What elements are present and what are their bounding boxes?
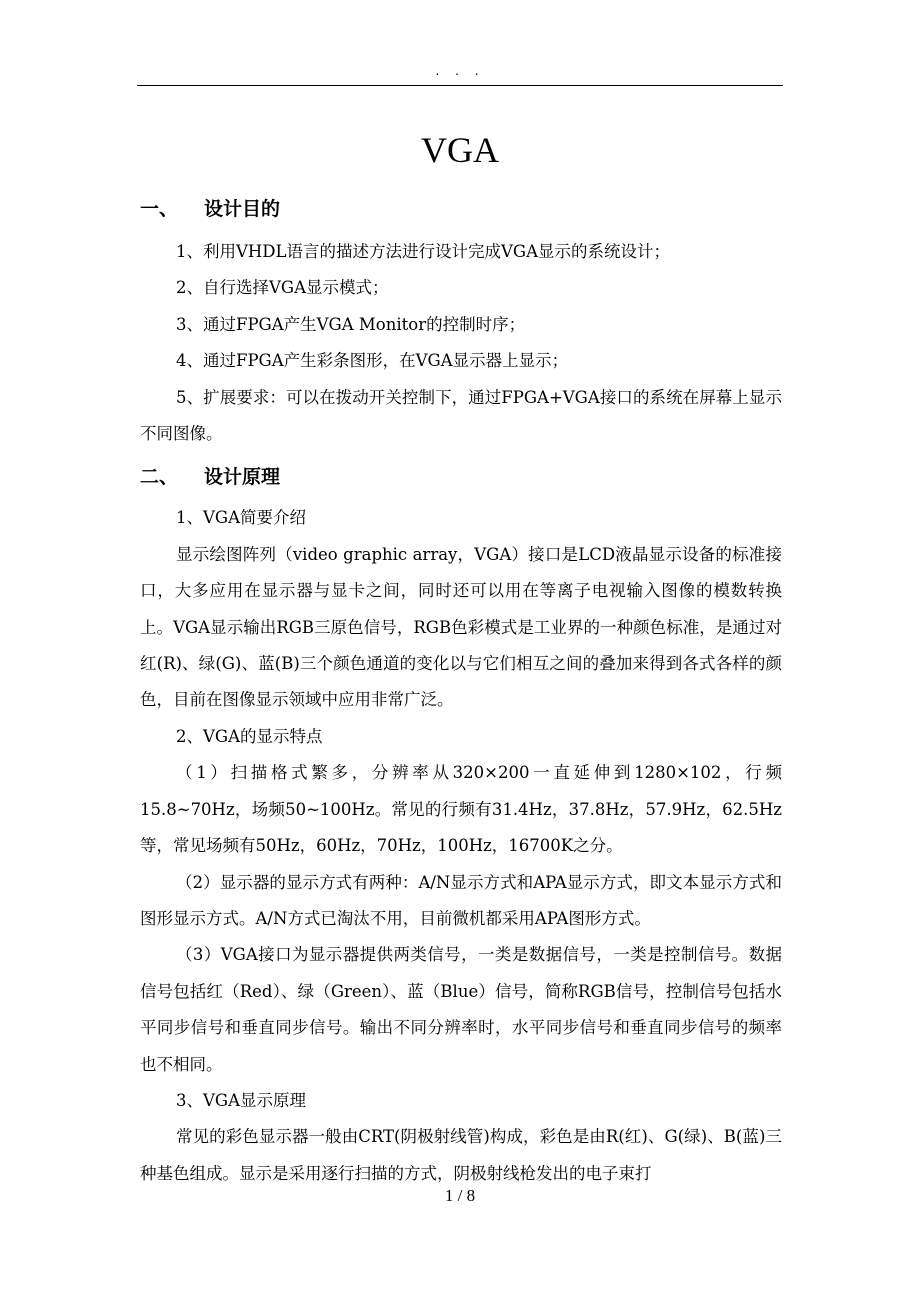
paragraph: 1、VGA简要介绍	[176, 508, 307, 528]
paragraph: 1、利用VHDL语言的描述方法进行设计完成VGA显示的系统设计；	[176, 242, 671, 261]
paragraph: 5、扩展要求：可以在拨动开关控制下，通过FPGA+VGA接口的系统在屏幕上显示不同图像。	[140, 387, 782, 444]
header-dots: . . .	[435, 64, 485, 78]
paragraph: 3、通过FPGA产生VGA Monitor的控制时序；	[176, 314, 526, 334]
page-number: 1 / 8	[444, 1186, 476, 1205]
section-number-2: 二、	[140, 466, 179, 489]
paragraph: （2）显示器的显示方式有两种：A/N显示方式和APA显示方式，即文本显示方式和图形显示方式。A/N方式已淘汰不用，目前微机都采用APA图形方式。	[140, 872, 782, 928]
paragraph: 3、VGA显示原理	[176, 1090, 307, 1110]
section-title-1: 设计目的	[204, 198, 281, 220]
header-rule	[137, 85, 783, 86]
section-heading-1	[140, 190, 782, 228]
paragraph: 显示绘图阵列（video graphic array，VGA）接口是LCD液晶显示设备的标准接口，大多应用在显示器与显卡之间，同时还可以用在等离子电视输入图像的模数转换上。VGA显示输出RGB三原色信号，RGB色彩模式是工业界的一种颜色标准，是通过对红(R)、绿(G)、蓝(B)三个颜色通道的变化以与它们相互之间的叠加来得到各式各样的颜色，目前在图像显示领域中应用非常广泛。	[140, 544, 782, 710]
paragraph: 4、通过FPGA产生彩条图形，在VGA显示器上显示；	[176, 351, 569, 371]
section-heading-2	[140, 458, 782, 496]
section-number-1: 一、	[140, 198, 179, 220]
paragraph: （3）VGA接口为显示器提供两类信号，一类是数据信号，一类是控制信号。数据信号包括红（Red）、绿（Green）、蓝（Blue）信号，简称RGB信号，控制信号包括水平同步信号和垂直同步信号。输出不同分辨率时，水平同步信号和垂直同步信号的频率也不相同。	[140, 945, 782, 1074]
paragraph: 2、VGA的显示特点	[176, 726, 323, 746]
document-title: VGA	[421, 130, 499, 170]
paragraph: 常见的彩色显示器一般由CRT(阴极射线管)构成，彩色是由R(红)、G(绿)、B(蓝)三种基色组成。显示是采用逐行扫描的方式，阴极射线枪发出的电子束打	[140, 1127, 782, 1183]
paragraph: 2、自行选择VGA显示模式；	[176, 278, 389, 298]
section-title-2: 设计原理	[204, 466, 281, 489]
paragraph: （1）扫描格式繁多，分辨率从320×200一直延伸到1280×102，行频15.8~70Hz，场频50~100Hz。常见的行频有31.4Hz，37.8Hz，57.9Hz，62.5Hz等，常见场频有50Hz，60Hz，70Hz，100Hz，16700K之分。	[140, 763, 782, 856]
document-body	[140, 190, 782, 1192]
